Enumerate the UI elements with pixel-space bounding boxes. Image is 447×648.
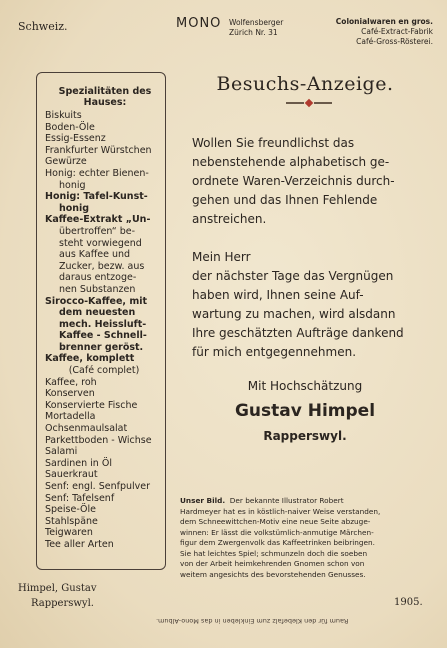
specialty-item: übertroffen“ be- xyxy=(59,225,135,237)
specialty-item: Ochsenmaulsalat xyxy=(45,423,128,435)
header-mono-sub-line: Zürich Nr. 31 xyxy=(229,28,278,37)
header-country: Schweiz. xyxy=(18,20,68,33)
specialty-item: Sauerkraut xyxy=(45,469,98,481)
header-mono-logo: MONO xyxy=(176,16,222,31)
intro-line: Wollen Sie freundlichst das xyxy=(192,136,355,150)
caption-line xyxy=(180,496,424,507)
specialty-item: aus Kaffee und xyxy=(59,249,131,261)
visit-line: für mich entgegennehmen. xyxy=(192,345,357,359)
specialty-item: honig xyxy=(59,202,90,214)
caption-line: Sie hat leichtes Spiel; schmunzeln doch die soeben xyxy=(180,548,368,558)
caption-line: winnen: Er lässt die volkstümlich-anmutige Märchen- xyxy=(180,527,374,537)
header-mono-publisher xyxy=(229,18,283,38)
title-ornament xyxy=(286,100,332,106)
caption-line: weitem angesichts des bevorstehenden Genusses. xyxy=(180,569,366,579)
specialties-title-line: Spezialitäten des xyxy=(58,86,152,97)
specialty-item: Frankfurter Würstchen xyxy=(45,144,152,156)
specialty-item: (Café complet) xyxy=(68,365,140,377)
specialty-item: Kaffee - Schnell- xyxy=(59,330,147,342)
caption-line: figur dem Zwergenvolk das Kaffeetrinken beibringen. xyxy=(180,538,375,547)
specialty-item: Konservierte Fische xyxy=(45,399,138,411)
specialty-item: Sirocco-Kaffee, mit xyxy=(45,295,148,307)
caption-line: dem Schneewittchen-Motiv eine neue Seite abzuge- xyxy=(180,517,371,526)
header-mono-sub-line: Wolfensberger xyxy=(229,18,284,27)
ornament-line xyxy=(286,102,304,104)
sender-place: Rapperswyl. xyxy=(263,429,347,443)
specialty-item: Parkettboden - Wichse xyxy=(45,434,152,446)
specialty-item: mech. Heissluft- xyxy=(59,318,147,330)
visit-line: Mein Herr xyxy=(192,250,251,264)
visit-line: Ihre geschätzten Aufträge dankend xyxy=(192,326,404,340)
caption-heading: Unser Bild. xyxy=(180,496,226,505)
caption-text: Der bekannte Illustrator Robert xyxy=(229,496,344,505)
specialties-title xyxy=(44,86,166,108)
ornament-line xyxy=(314,102,332,104)
specialty-item: Zucker, bezw. aus xyxy=(59,260,145,272)
caption-line: Hardmeyer hat es in köstlich-naiver Weise verstanden, xyxy=(180,506,381,516)
specialty-item: Tee aller Arten xyxy=(45,538,114,550)
header-business xyxy=(313,17,433,47)
visit-line: haben wird, Ihnen seine Auf- xyxy=(192,288,364,302)
specialty-item: Kaffee, komplett xyxy=(45,353,135,365)
visit-paragraph xyxy=(192,248,422,362)
page-title: Besuchs-Anzeige. xyxy=(216,73,394,95)
specialty-item: Mortadella xyxy=(45,411,96,423)
specialty-item: nen Substanzen xyxy=(59,283,136,295)
footer-place: Rapperswyl. xyxy=(31,598,94,609)
specialty-item: Biskuits xyxy=(45,110,82,121)
visit-line: der nächster Tage das Vergnügen xyxy=(192,269,394,283)
sender-name: Gustav Himpel xyxy=(234,401,376,421)
intro-paragraph xyxy=(192,134,422,229)
specialty-item: brenner geröst. xyxy=(59,341,144,353)
specialty-item: Stahlspäne xyxy=(45,515,98,527)
footer-year: 1905. xyxy=(394,597,423,608)
specialty-item: Honig: Tafel-Kunst- xyxy=(45,191,148,203)
ornament-diamond xyxy=(305,99,313,107)
specialty-item: Honig: echter Bienen- xyxy=(45,167,149,179)
specialties-title-line: Hauses: xyxy=(83,97,127,108)
intro-line: gehen und das Ihnen Fehlende xyxy=(192,193,378,207)
specialty-item: Senf: Tafelsenf xyxy=(45,492,115,504)
specialty-item: Konserven xyxy=(45,388,95,400)
closing-phrase: Mit Hochschätzung xyxy=(247,379,363,393)
intro-line: nebenstehende alphabetisch ge- xyxy=(192,155,390,169)
specialty-item: Kaffee-Extrakt „Un- xyxy=(45,214,151,226)
specialty-item: Sardinen in Öl xyxy=(45,457,112,469)
specialty-item: Teigwaren xyxy=(45,527,93,539)
specialty-item: Senf: engl. Senfpulver xyxy=(45,481,151,492)
specialty-item: Salami xyxy=(45,446,78,458)
header-business-line: Colonialwaren en gros. xyxy=(335,17,433,26)
caption-line: von der Arbeit heimkehrenden Gnomen schon von xyxy=(180,559,365,568)
visit-line: wartung zu machen, wird alsdann xyxy=(192,307,396,321)
specialties-list xyxy=(45,110,163,551)
header-business-line: Café-Gross-Rösterei. xyxy=(356,37,433,46)
specialty-item: daraus entzoge- xyxy=(59,272,137,284)
specialty-item: honig xyxy=(59,179,86,191)
specialty-item: Essig-Essenz xyxy=(45,133,106,145)
intro-line: ordnete Waren-Verzeichnis durch- xyxy=(192,174,395,188)
album-margin-note: Raum für den Klebefalz zum Einkleben in das Mono-Album. xyxy=(156,617,349,625)
specialty-item: dem neuesten xyxy=(59,307,136,319)
specialty-item: Speise-Öle xyxy=(45,504,96,516)
header-business-line: Café-Extract-Fabrik xyxy=(361,27,433,36)
footer-name: Himpel, Gustav xyxy=(18,583,97,594)
specialty-item: Gewürze xyxy=(45,156,87,168)
specialty-item: Kaffee, roh xyxy=(45,376,97,388)
image-caption xyxy=(180,496,424,580)
intro-line: anstreichen. xyxy=(192,212,267,226)
specialty-item: steht vorwiegend xyxy=(59,237,142,249)
specialty-item: Boden-Öle xyxy=(45,121,95,133)
